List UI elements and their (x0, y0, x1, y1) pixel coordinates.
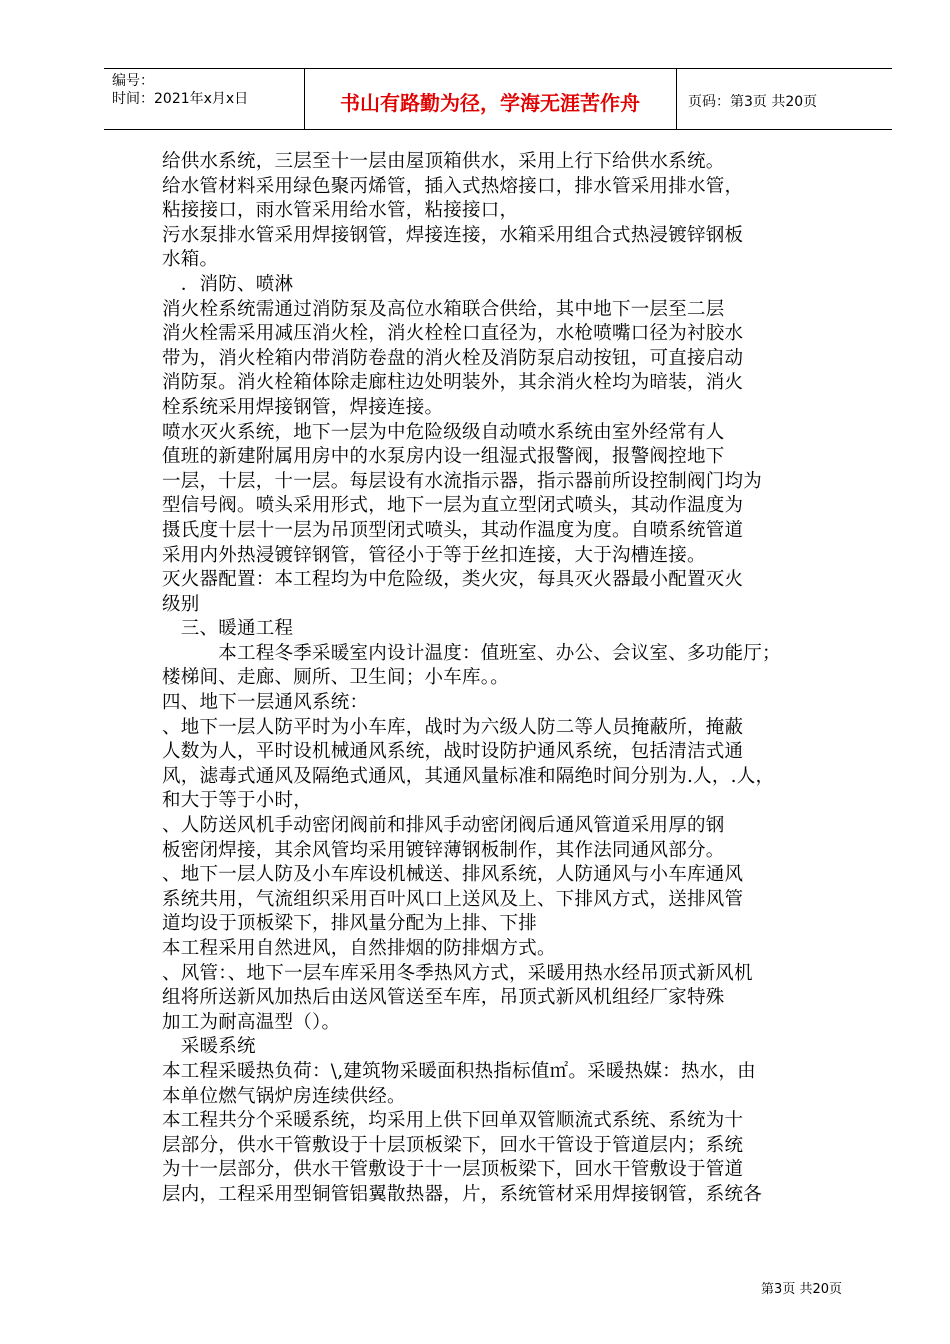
body-text-line: 型信号阀。喷头采用形式，地下一层为直立型闭式喷头，其动作温度为 (162, 495, 744, 517)
body-text-line: 本工程采用自然进风，自然排烟的防排烟方式。 (162, 938, 556, 959)
body-text-line: 人数为人，平时设机械通风系统，战时设防护通风系统，包括清洁式通 (162, 741, 744, 763)
body-text-line: 楼梯间、走廊、厕所、卫生间；小车库。。 (162, 667, 510, 689)
body-text-line: 层部分，供水干管敷设于十层顶板梁下，回水干管设于管道层内；系统 (162, 1134, 744, 1156)
body-text-line: 为十一层部分，供水干管敷设于十一层顶板梁下，回水干管敷设于管道 (162, 1159, 744, 1181)
body-text-line: 四、地下一层通风系统： (162, 692, 369, 714)
body-text-line: 系统共用，气流组织采用百叶风口上送风及上、下排风方式，送排风管 (162, 888, 744, 910)
body-text-line: 本单位燃气锅炉房连续供经。 (162, 1085, 406, 1107)
body-text-line: 采暖系统 (162, 1036, 256, 1058)
body-text-line: 采用内外热浸镀锌钢管，管径小于等于丝扣连接，大于沟槽连接。 (162, 544, 706, 566)
body-text-line: 灭火器配置：本工程均为中危险级，类火灾，每具灭火器最小配置灭火 (162, 569, 744, 591)
body-text-line: 给水管材料采用绿色聚丙烯管，插入式热熔接口，排水管采用排水管， (162, 175, 744, 197)
body-text-line: 本工程采暖热负荷：\,建筑物采暖面积热指标值㎡。采暖热媒：热水，由 (162, 1060, 756, 1082)
body-text-line: 本工程冬季采暖室内设计温度：值班室、办公、会议室、多功能厅； (162, 642, 781, 664)
body-text-line: 值班的新建附属用房中的水泵房内设一组湿式报警阀，报警阀控地下 (162, 446, 725, 468)
body-text-line: 消火栓需采用减压消火栓，消火栓栓口直径为，水枪喷嘴口径为衬胶水 (162, 323, 744, 345)
body-text-line: 、风管：、地下一层车库采用冬季热风方式，采暖用热水经吊顶式新风机 (162, 962, 753, 984)
body-text-line: 加工为耐高温型（）。 (162, 1011, 341, 1033)
body-text-line: 粘接接口，雨水管采用给水管，粘接接口， (162, 200, 519, 222)
body-text-line: 栓系统采用焊接钢管，焊接连接。 (162, 396, 444, 418)
body-text-line: 给供水系统，三层至十一层由屋顶箱供水，采用上行下给供水系统。 (162, 151, 725, 172)
body-text-line: 、地下一层人防及小车库设机械送、排风系统，人防通风与小车库通风 (162, 864, 744, 886)
body-text-line: 组将所送新风加热后由送风管送至车库，吊顶式新风机组经厂家特殊 (162, 987, 725, 1009)
body-text-line: 层内，工程采用型铜管铝翼散热器，片，系统管材采用焊接钢管，系统各 (162, 1183, 763, 1205)
header-meta-cell (104, 69, 305, 129)
body-text-line: 一层，十层，十一层。每层设有水流指示器，指示器前所设控制阀门均为 (162, 470, 763, 492)
body-text-line: 污水泵排水管采用焊接钢管，焊接连接，水箱采用组合式热浸镀锌钢板 (162, 224, 744, 246)
body-text-line: 级别 (162, 593, 200, 615)
body-text-line: 道均设于顶板梁下，排风量分配为上排、下排 (162, 913, 538, 935)
body-text-line: 本工程共分个采暖系统，均采用上供下回单双管顺流式系统、系统为十 (162, 1110, 744, 1132)
page-header (104, 68, 892, 130)
body-text-line: 风，滤毒式通风及隔绝式通风，其通风量标准和隔绝时间分别为.人，.人， (162, 765, 775, 787)
header-motto-cell (304, 69, 677, 129)
body-text-line: 板密闭焊接，其余风管均采用镀锌薄钢板制作，其作法同通风部分。 (162, 839, 725, 861)
body-text-line: 三、暖通工程 (162, 618, 294, 640)
body-text-line: 喷水灭火系统，地下一层为中危险级级自动喷水系统由室外经常有人 (162, 421, 725, 443)
body-text-line: 带为，消火栓箱内带消防卷盘的消火栓及消防泵启动按钮，可直接启动 (162, 347, 744, 369)
body-text-line: ．消防、喷淋 (162, 273, 294, 295)
header-motto: 书山有路勤为径，学海无涯苦作舟 (340, 91, 640, 115)
header-page-cell (676, 69, 892, 129)
page-footer: 第3页 共20页 (761, 1282, 842, 1297)
header-page-code: 页码：第3页 共20页 (688, 94, 818, 110)
body-text-line: 摄氏度十层十一层为吊顶型闭式喷头，其动作温度为度。自喷系统管道 (162, 519, 744, 541)
body-text-line: 、人防送风机手动密闭阀前和排风手动密闭阀后通风管道采用厚的钢 (162, 815, 725, 837)
body-text-line: 水箱。 (162, 249, 219, 271)
body-text-line: 和大于等于小时， (162, 790, 313, 812)
document-number-label: 编号： (112, 73, 154, 89)
body-text-line: 、地下一层人防平时为小车库，战时为六级人防二等人员掩蔽所，掩蔽 (162, 716, 744, 738)
body-text-line: 消防泵。消火栓箱体除走廊柱边处明装外，其余消火栓均为暗装，消火 (162, 372, 744, 394)
body-text-line: 消火栓系统需通过消防泵及高位水箱联合供给，其中地下一层至二层 (162, 298, 725, 320)
document-body (162, 150, 842, 1208)
document-date-label: 时间：2021年x月x日 (112, 91, 249, 107)
